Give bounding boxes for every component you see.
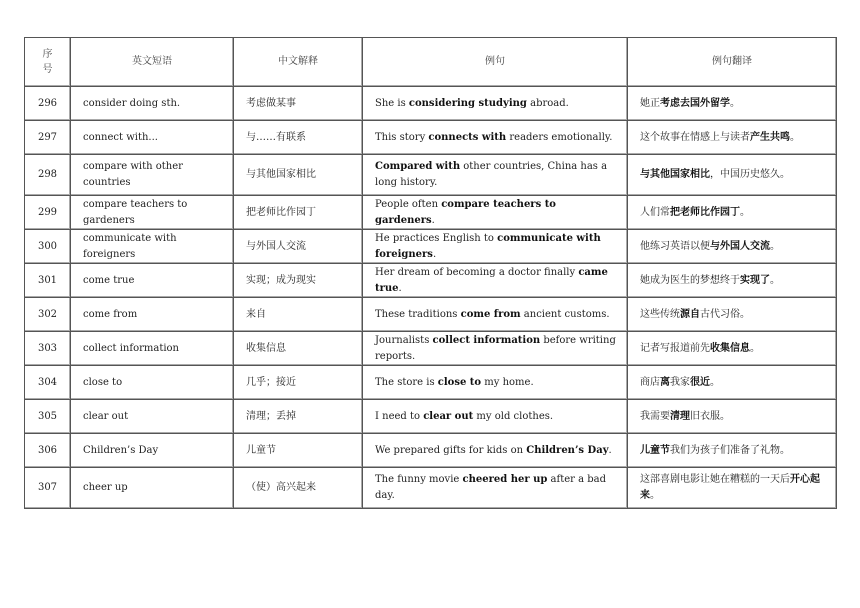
- chinese-meaning: 把老师比作园丁: [234, 196, 363, 230]
- example-highlight: cheered her up: [462, 474, 548, 485]
- translation-text: 。: [770, 240, 780, 252]
- chinese-meaning: 几乎；接近: [234, 366, 363, 400]
- english-phrase: consider doing sth.: [71, 87, 234, 121]
- row-number: 304: [25, 366, 71, 400]
- chinese-meaning: （使）高兴起来: [234, 468, 363, 509]
- header-phrase: 英文短语: [71, 38, 234, 87]
- example-translation: [628, 366, 837, 400]
- example-text: This story: [375, 131, 429, 143]
- example-translation: [628, 87, 837, 121]
- english-phrase: Children’s Day: [71, 434, 234, 468]
- table-row: [25, 121, 837, 155]
- english-phrase: compare teachers to gardeners: [71, 196, 234, 230]
- table-row: [25, 230, 837, 264]
- example-translation: [628, 332, 837, 366]
- example-sentence: [363, 468, 628, 509]
- translation-highlight: 清理: [670, 410, 690, 422]
- example-text: .: [432, 248, 437, 260]
- example-highlight: connects with: [428, 131, 507, 143]
- example-sentence: [363, 264, 628, 298]
- chinese-meaning: 与外国人交流: [234, 230, 363, 264]
- translation-text: 商店: [640, 376, 660, 388]
- example-translation: [628, 400, 837, 434]
- translation-highlight: 离: [660, 376, 670, 388]
- example-highlight: Compared with: [375, 161, 461, 172]
- example-text: my home.: [481, 376, 534, 388]
- example-sentence: [363, 366, 628, 400]
- example-sentence: [363, 332, 628, 366]
- example-text: after a bad day.: [375, 474, 607, 501]
- translation-text: 人们常: [640, 206, 670, 218]
- example-sentence: [363, 400, 628, 434]
- example-text: People often: [375, 198, 442, 210]
- english-phrase: compare with other countries: [71, 155, 234, 196]
- translation-text: 。: [650, 490, 660, 501]
- chinese-meaning: 考虑做某事: [234, 87, 363, 121]
- translation-text: 他练习英语以便: [640, 240, 710, 252]
- example-text: The store is: [375, 376, 438, 388]
- example-text: We prepared gifts for kids on: [375, 444, 527, 456]
- table-row: [25, 298, 837, 332]
- header-meaning: 中文解释: [234, 38, 363, 87]
- translation-text: 。: [710, 376, 720, 388]
- table-row: [25, 155, 837, 196]
- translation-highlight: 产生共鸣: [750, 131, 790, 143]
- example-text: Journalists: [375, 334, 433, 346]
- translation-highlight: 开心起来: [640, 474, 820, 501]
- example-text: These traditions: [375, 308, 461, 320]
- translation-text: 她成为医生的梦想终于: [640, 274, 740, 286]
- example-text: .: [608, 444, 612, 456]
- translation-text: 。: [790, 131, 800, 143]
- translation-highlight: 考虑去国外留学: [660, 97, 730, 109]
- example-translation: [628, 155, 837, 196]
- english-phrase: come from: [71, 298, 234, 332]
- translation-text: 记者写报道前先: [640, 342, 710, 354]
- vocabulary-table: [24, 37, 837, 509]
- example-sentence: [363, 434, 628, 468]
- chinese-meaning: 清理；丢掉: [234, 400, 363, 434]
- example-sentence: [363, 298, 628, 332]
- chinese-meaning: 收集信息: [234, 332, 363, 366]
- example-sentence: [363, 155, 628, 196]
- row-number: 301: [25, 264, 71, 298]
- row-number: 297: [25, 121, 71, 155]
- header-example: 例句: [363, 38, 628, 87]
- table-row: [25, 87, 837, 121]
- translation-highlight: 源自: [680, 308, 700, 320]
- chinese-meaning: 来自: [234, 298, 363, 332]
- example-translation: [628, 468, 837, 509]
- chinese-meaning: 与……有联系: [234, 121, 363, 155]
- translation-text: 。: [770, 274, 780, 286]
- example-translation: [628, 298, 837, 332]
- table-row: [25, 400, 837, 434]
- chinese-meaning: 儿童节: [234, 434, 363, 468]
- example-text: other countries, China has a long history.: [375, 161, 608, 188]
- example-text: readers emotionally.: [506, 131, 613, 143]
- example-highlight: considering studying: [408, 97, 527, 109]
- header-translation: 例句翻译: [628, 38, 837, 87]
- translation-highlight: 很近: [690, 376, 710, 388]
- example-text: She is: [375, 97, 409, 109]
- example-highlight: communicate with foreigners: [375, 232, 601, 260]
- translation-highlight: 儿童节: [640, 444, 670, 456]
- translation-text: 我需要: [640, 410, 670, 422]
- example-highlight: collect information: [432, 334, 541, 346]
- example-text: Her dream of becoming a doctor finally: [375, 266, 579, 278]
- example-highlight: came true: [375, 266, 608, 294]
- table-row: [25, 468, 837, 509]
- example-text: my old clothes.: [473, 410, 554, 422]
- example-text: .: [431, 214, 435, 226]
- translation-text: ，中国历史悠久。: [710, 169, 790, 180]
- example-highlight: clear out: [423, 410, 474, 422]
- english-phrase: clear out: [71, 400, 234, 434]
- row-number: 299: [25, 196, 71, 230]
- english-phrase: connect with...: [71, 121, 234, 155]
- table-row: [25, 434, 837, 468]
- example-highlight: come from: [460, 308, 521, 320]
- chinese-meaning: 实现；成为现实: [234, 264, 363, 298]
- row-number: 306: [25, 434, 71, 468]
- translation-text: 。: [740, 206, 750, 218]
- english-phrase: cheer up: [71, 468, 234, 509]
- english-phrase: collect information: [71, 332, 234, 366]
- row-number: 298: [25, 155, 71, 196]
- example-sentence: [363, 121, 628, 155]
- translation-text: 我们为孩子们准备了礼物。: [670, 444, 790, 456]
- translation-text: 这个故事在情感上与读者: [640, 131, 750, 143]
- translation-highlight: 把老师比作园丁: [670, 206, 740, 218]
- row-number: 307: [25, 468, 71, 509]
- translation-text: 这部喜剧电影让她在糟糕的一天后: [640, 474, 790, 485]
- english-phrase: communicate with foreigners: [71, 230, 234, 264]
- example-highlight: Children’s Day: [526, 444, 609, 456]
- table-row: [25, 366, 837, 400]
- example-translation: [628, 230, 837, 264]
- translation-text: 旧衣服。: [690, 410, 730, 422]
- chinese-meaning: 与其他国家相比: [234, 155, 363, 196]
- example-sentence: [363, 230, 628, 264]
- row-number: 302: [25, 298, 71, 332]
- example-highlight: compare teachers to gardeners: [375, 198, 556, 226]
- example-translation: [628, 121, 837, 155]
- translation-highlight: 收集信息: [710, 342, 750, 354]
- example-translation: [628, 264, 837, 298]
- row-number: 300: [25, 230, 71, 264]
- example-text: abroad.: [526, 97, 569, 109]
- translation-highlight: 与其他国家相比: [640, 169, 710, 180]
- row-number: 303: [25, 332, 71, 366]
- example-text: before writing reports.: [375, 334, 616, 362]
- translation-text: 。: [730, 97, 740, 109]
- english-phrase: close to: [71, 366, 234, 400]
- example-text: The funny movie: [375, 474, 463, 485]
- row-number: 296: [25, 87, 71, 121]
- example-translation: [628, 434, 837, 468]
- example-text: .: [398, 282, 402, 294]
- translation-highlight: 与外国人交流: [710, 240, 770, 252]
- english-phrase: come true: [71, 264, 234, 298]
- table-body: [25, 87, 837, 509]
- translation-highlight: 实现了: [740, 274, 770, 286]
- example-sentence: [363, 87, 628, 121]
- example-text: I need to: [375, 410, 424, 422]
- table-row: [25, 332, 837, 366]
- row-number: 305: [25, 400, 71, 434]
- table-header-row: [25, 38, 837, 87]
- example-sentence: [363, 196, 628, 230]
- example-text: ancient customs.: [520, 308, 610, 320]
- translation-text: 她正: [640, 97, 660, 109]
- example-text: He practices English to: [375, 232, 498, 244]
- example-translation: [628, 196, 837, 230]
- translation-text: 古代习俗。: [700, 308, 750, 320]
- table-row: [25, 264, 837, 298]
- example-highlight: close to: [437, 376, 482, 388]
- table-row: [25, 196, 837, 230]
- header-number: 序号: [25, 38, 71, 87]
- translation-text: 。: [750, 342, 760, 354]
- translation-text: 这些传统: [640, 308, 680, 320]
- translation-text: 我家: [670, 376, 690, 388]
